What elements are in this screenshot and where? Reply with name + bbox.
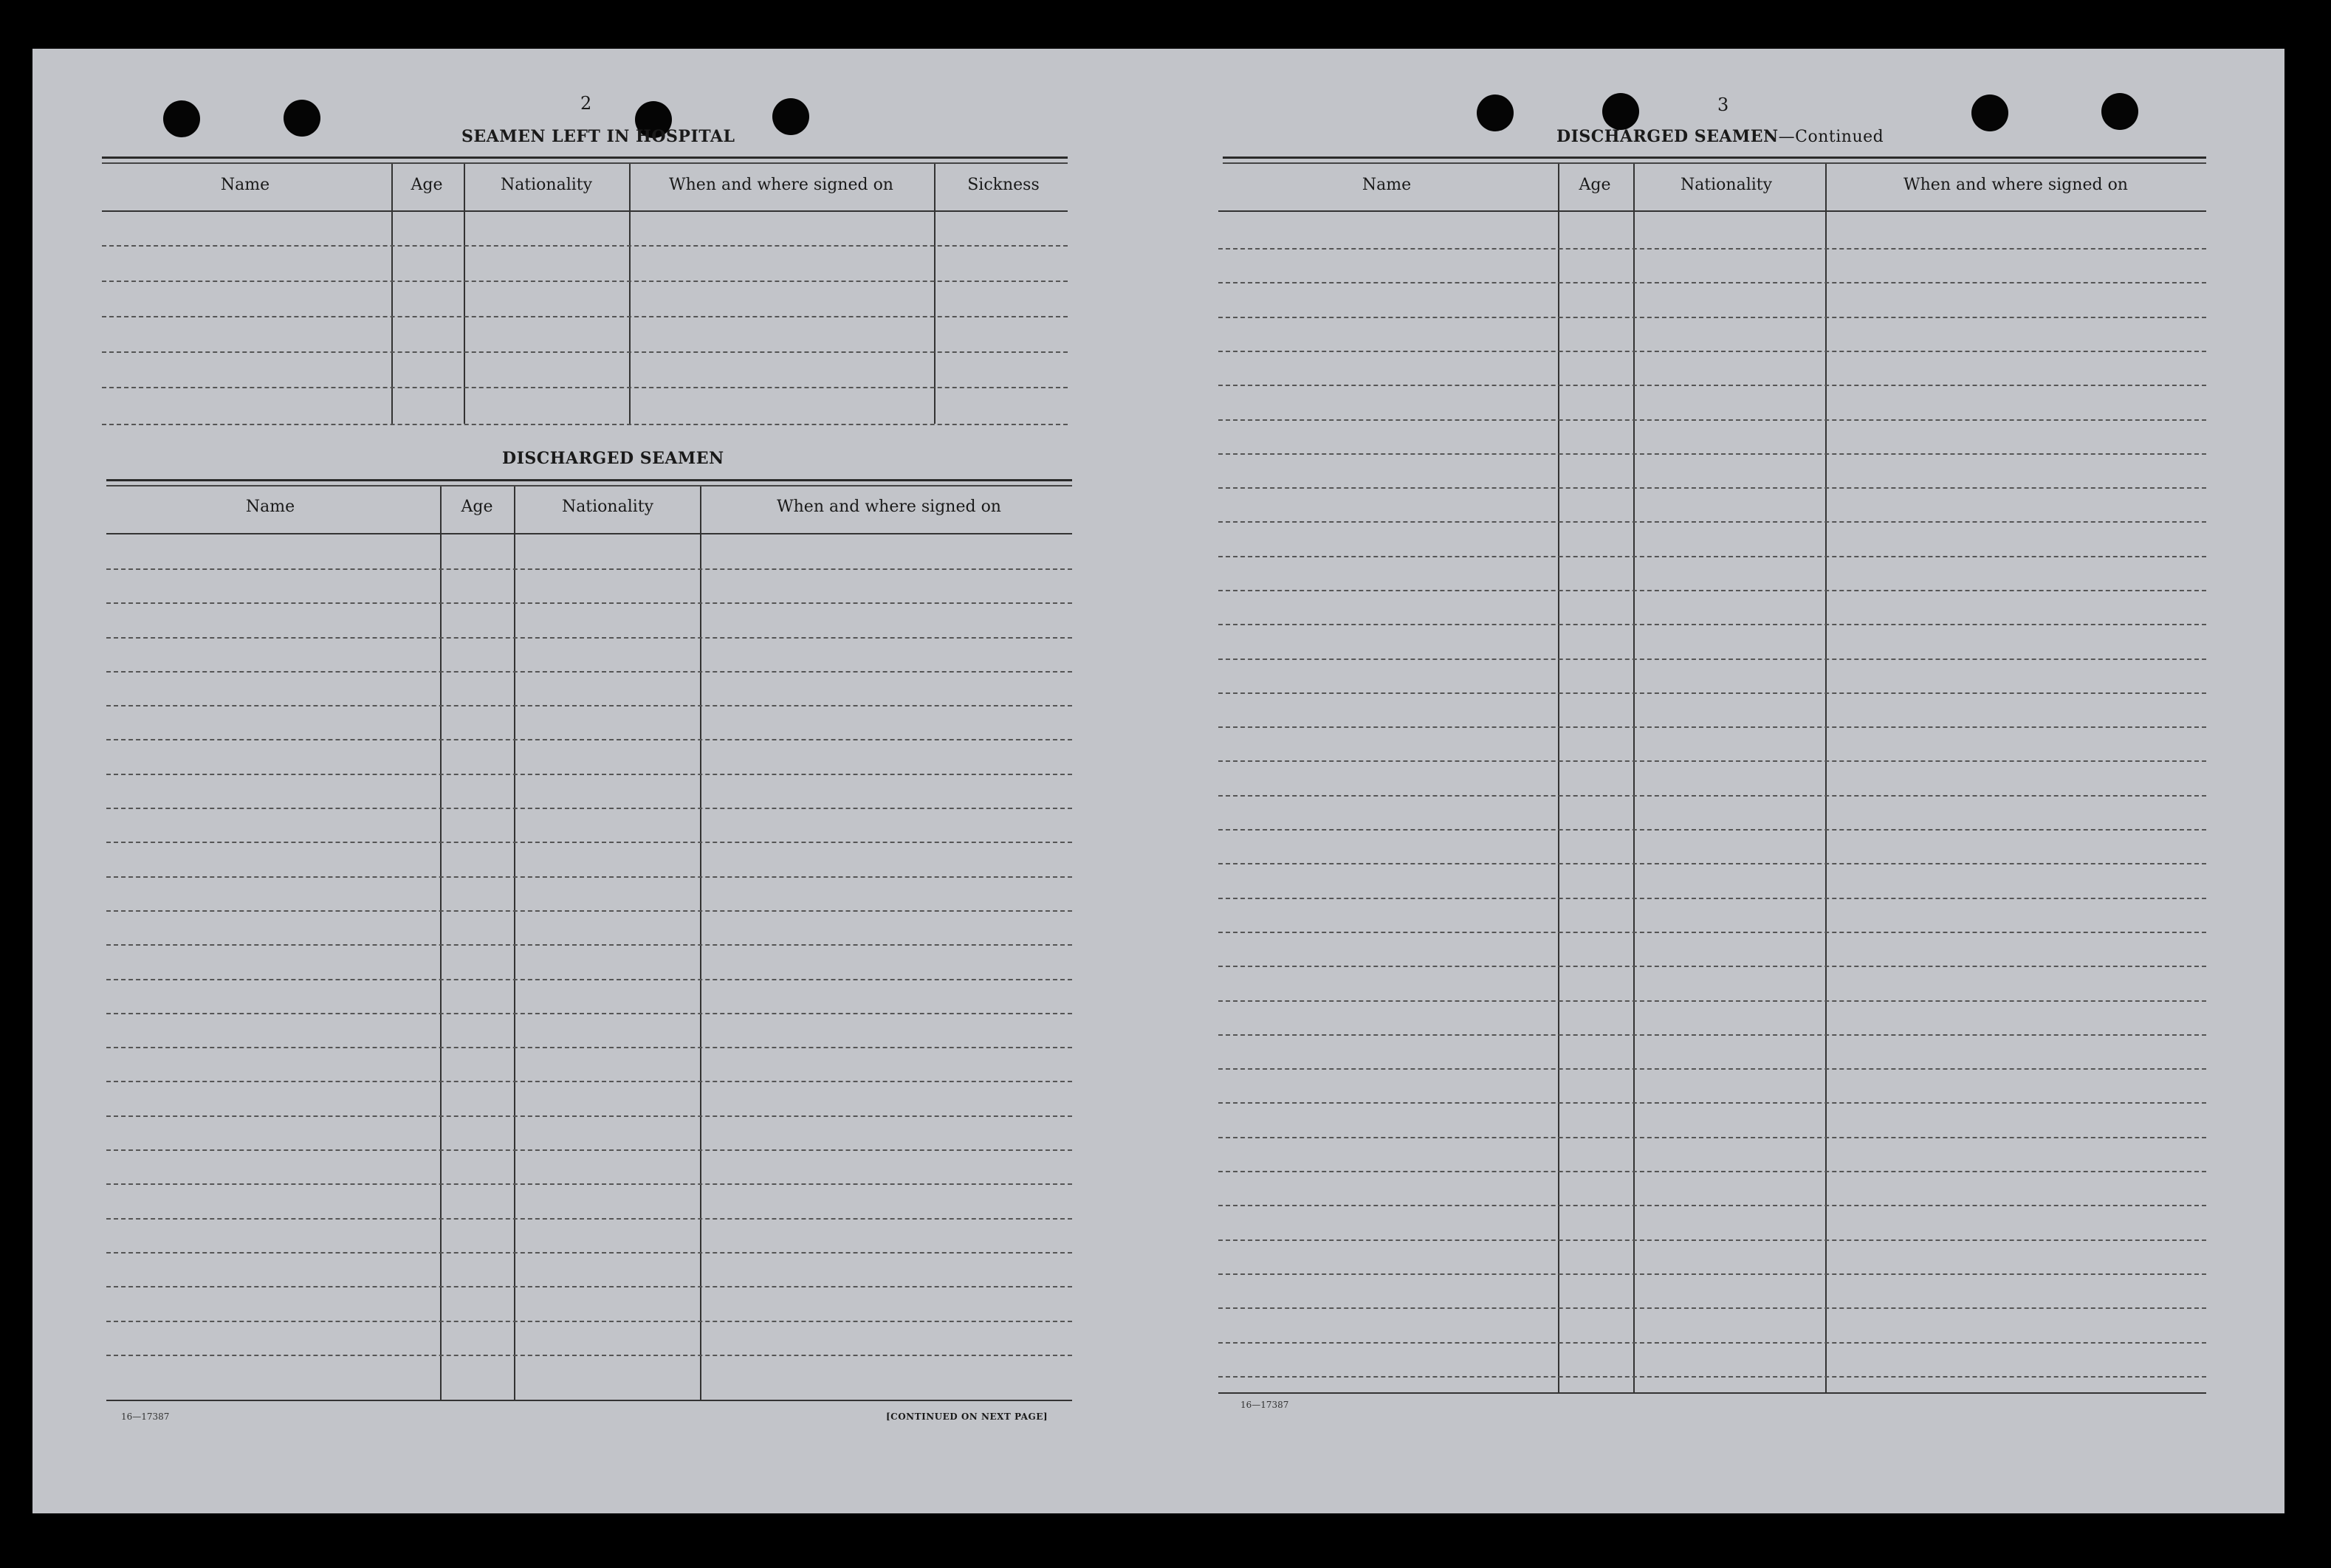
- entry-line: [102, 281, 1068, 282]
- column-divider: [440, 486, 442, 1400]
- entry-line: [106, 602, 1072, 604]
- entry-line: [102, 351, 1068, 353]
- entry-line: [106, 1183, 1072, 1185]
- punch-hole: [2101, 93, 2138, 130]
- entry-line: [1218, 898, 2206, 899]
- entry-line: [106, 1047, 1072, 1048]
- column-header-when-where: When and where signed on: [1903, 176, 2128, 194]
- title-text: DISCHARGED SEAMEN: [1556, 127, 1779, 146]
- entry-line: [1218, 317, 2206, 318]
- title-suffix: —Continued: [1778, 128, 1884, 146]
- entry-line: [1218, 966, 2206, 967]
- column-header-nationality: Nationality: [1680, 176, 1773, 194]
- entry-line: [1218, 829, 2206, 831]
- column-header-name: Name: [220, 176, 270, 194]
- entry-line: [1218, 1342, 2206, 1344]
- punch-hole: [284, 100, 320, 137]
- section-title-discharged-continued: [1556, 127, 1884, 146]
- entry-line: [106, 705, 1072, 706]
- column-header-age: Age: [411, 176, 443, 194]
- column-divider: [934, 164, 936, 424]
- entry-line: [106, 774, 1072, 775]
- entry-line: [1218, 590, 2206, 591]
- entry-line: [106, 1115, 1072, 1117]
- entry-line: [106, 1218, 1072, 1220]
- entry-line: [106, 1321, 1072, 1322]
- section-title-discharged: DISCHARGED SEAMEN: [502, 449, 724, 468]
- entry-line: [1218, 1171, 2206, 1172]
- entry-line: [1218, 487, 2206, 489]
- entry-line: [102, 316, 1068, 317]
- entry-line: [1218, 351, 2206, 352]
- entry-line: [1218, 1068, 2206, 1070]
- column-header-nationality: Nationality: [561, 498, 654, 516]
- entry-line: [106, 671, 1072, 673]
- column-header-when-where: When and where signed on: [669, 176, 893, 194]
- entry-line: [1218, 1000, 2206, 1002]
- entry-line: [1218, 624, 2206, 625]
- column-divider: [700, 486, 701, 1400]
- entry-line: [1218, 1307, 2206, 1309]
- top-rule: [102, 162, 1068, 164]
- entry-line: [106, 1286, 1072, 1287]
- top-rule: [102, 157, 1068, 159]
- continued-note: [CONTINUED ON NEXT PAGE]: [886, 1411, 1048, 1422]
- section-rule: [106, 485, 1072, 486]
- page-number: 2: [580, 93, 592, 114]
- entry-line: [106, 1081, 1072, 1082]
- entry-line: [1218, 453, 2206, 455]
- entry-line: [106, 568, 1072, 570]
- form-number: 16—17387: [1240, 1400, 1289, 1410]
- entry-line: [106, 1013, 1072, 1014]
- entry-line: [102, 424, 1068, 425]
- form-number: 16—17387: [121, 1411, 170, 1422]
- entry-line: [1218, 1273, 2206, 1275]
- entry-line: [1218, 282, 2206, 283]
- entry-line: [1218, 692, 2206, 694]
- entry-line: [1218, 248, 2206, 250]
- entry-line: [106, 1252, 1072, 1254]
- entry-line: [102, 387, 1068, 388]
- entry-line: [106, 910, 1072, 912]
- entry-line: [1218, 1239, 2206, 1241]
- entry-line: [106, 1355, 1072, 1356]
- header-underline: [102, 210, 1068, 212]
- entry-line: [1218, 1376, 2206, 1378]
- column-header-name: Name: [1362, 176, 1412, 194]
- column-divider: [464, 164, 465, 424]
- entry-line: [1218, 760, 2206, 762]
- document-sheet: [32, 49, 2284, 1513]
- entry-line: [106, 1149, 1072, 1151]
- column-header-age: Age: [1579, 176, 1611, 194]
- entry-line: [1218, 1137, 2206, 1138]
- header-underline: [1218, 210, 2206, 212]
- column-divider: [1825, 164, 1827, 1392]
- column-header-when-where: When and where signed on: [777, 498, 1001, 516]
- entry-line: [106, 842, 1072, 843]
- column-header-name: Name: [245, 498, 295, 516]
- entry-line: [1218, 1205, 2206, 1206]
- entry-line: [1218, 1034, 2206, 1036]
- punch-hole: [163, 100, 200, 137]
- column-header-nationality: Nationality: [500, 176, 593, 194]
- bottom-rule: [1218, 1392, 2206, 1394]
- punch-hole: [1971, 94, 2008, 131]
- entry-line: [1218, 795, 2206, 797]
- entry-line: [1218, 863, 2206, 864]
- punch-hole: [772, 98, 809, 135]
- column-divider: [629, 164, 631, 424]
- entry-line: [1218, 521, 2206, 523]
- entry-line: [106, 637, 1072, 639]
- entry-line: [102, 245, 1068, 247]
- bottom-rule: [106, 1400, 1072, 1401]
- entry-line: [106, 876, 1072, 878]
- header-underline: [106, 533, 1072, 534]
- top-rule: [1223, 157, 2206, 159]
- entry-line: [106, 979, 1072, 980]
- section-rule: [106, 479, 1072, 481]
- entry-line: [1218, 932, 2206, 933]
- entry-line: [1218, 726, 2206, 728]
- section-title-hospital: SEAMEN LEFT IN HOSPITAL: [461, 127, 735, 146]
- column-header-sickness: Sickness: [967, 176, 1040, 194]
- entry-line: [1218, 1102, 2206, 1104]
- entry-line: [1218, 419, 2206, 421]
- column-divider: [1633, 164, 1635, 1392]
- entry-line: [1218, 659, 2206, 660]
- column-divider: [391, 164, 393, 424]
- page-number: 3: [1717, 94, 1729, 115]
- entry-line: [106, 944, 1072, 946]
- entry-line: [106, 808, 1072, 809]
- column-divider: [514, 486, 515, 1400]
- entry-line: [106, 739, 1072, 740]
- top-rule: [1223, 162, 2206, 164]
- punch-hole: [1477, 94, 1514, 131]
- entry-line: [1218, 556, 2206, 557]
- column-divider: [1558, 164, 1559, 1392]
- column-header-age: Age: [461, 498, 493, 516]
- punch-hole: [1602, 93, 1639, 130]
- entry-line: [1218, 385, 2206, 386]
